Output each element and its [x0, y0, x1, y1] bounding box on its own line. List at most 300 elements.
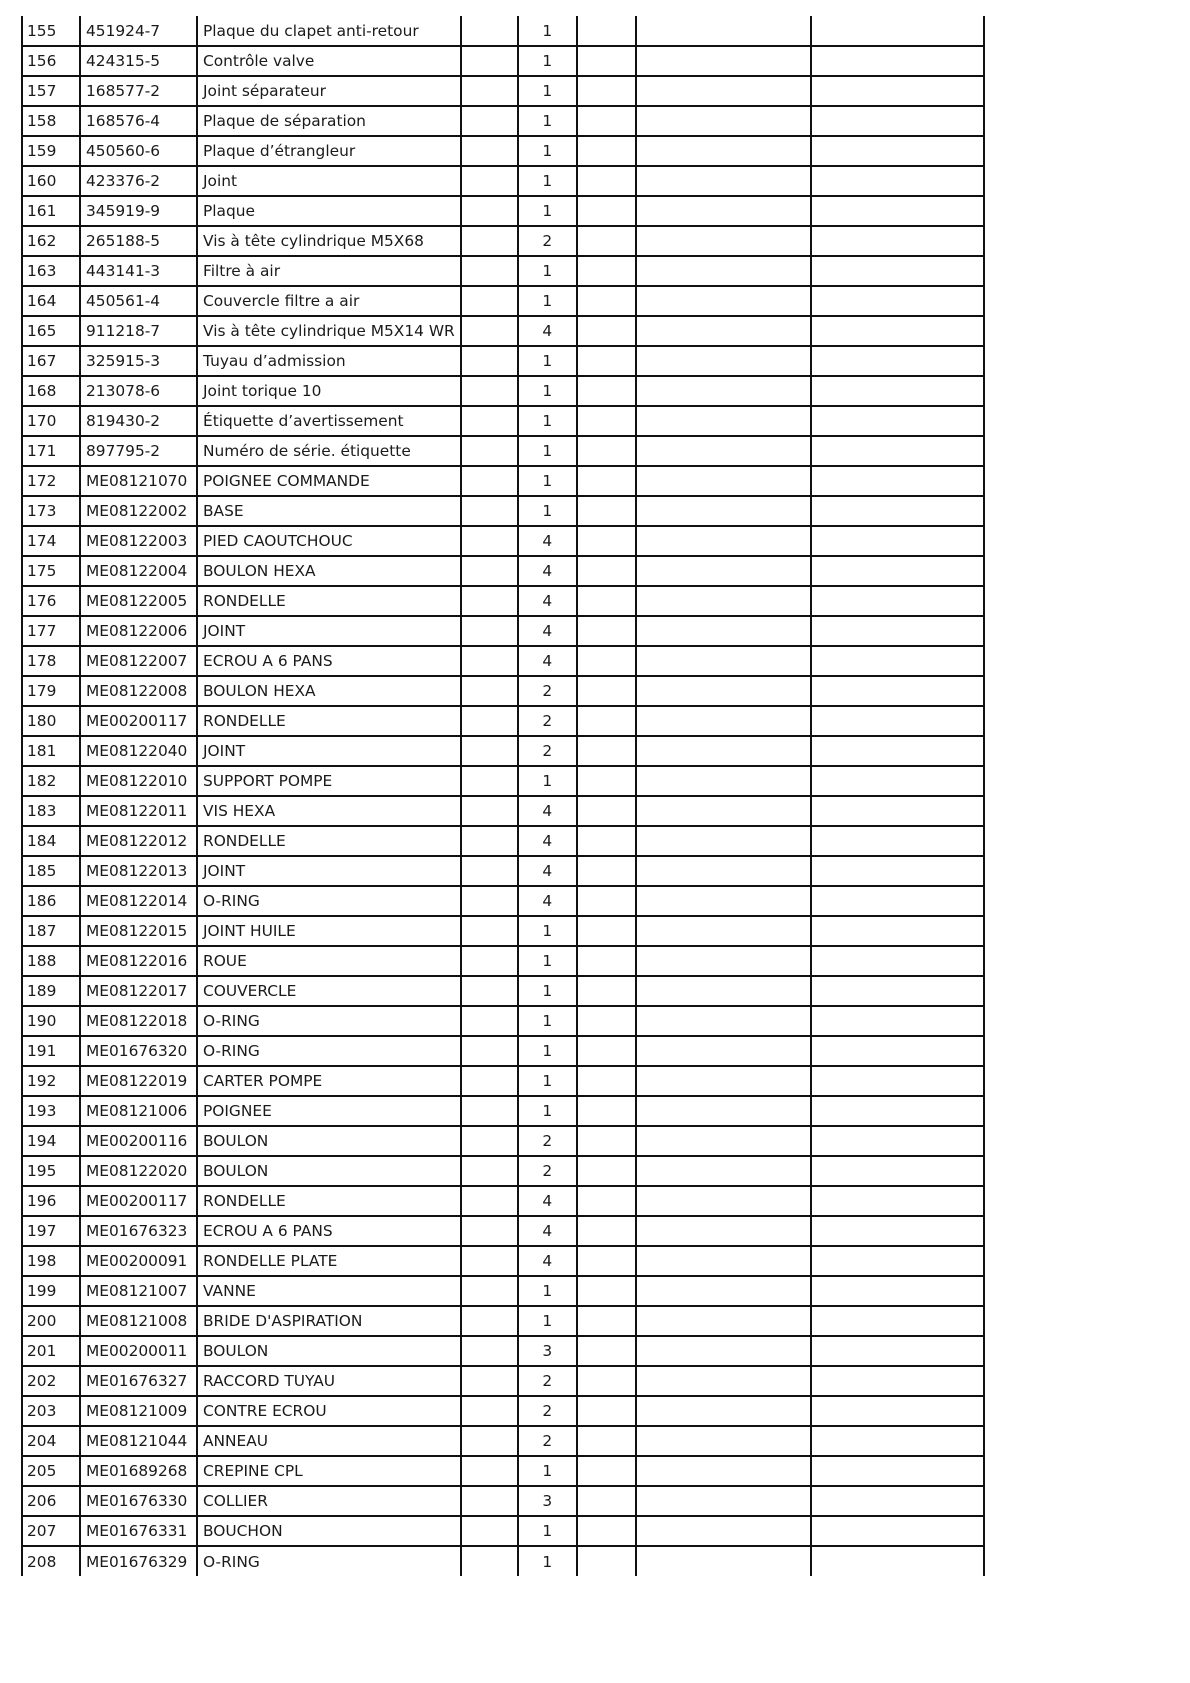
- part-number-cell: ME08122012: [80, 826, 197, 856]
- empty-cell: [461, 1216, 518, 1246]
- table-row: [22, 1006, 984, 1036]
- empty-cell: [461, 466, 518, 496]
- empty-cell: [577, 586, 636, 616]
- table-row: [22, 826, 984, 856]
- quantity-cell: 1: [518, 1456, 577, 1486]
- empty-cell: [461, 1306, 518, 1336]
- empty-cell: [577, 1366, 636, 1396]
- part-number-cell: 443141-3: [80, 256, 197, 286]
- description-cell: RACCORD TUYAU: [197, 1366, 461, 1396]
- item-number-cell: 194: [22, 1126, 80, 1156]
- part-number-cell: ME01689268: [80, 1456, 197, 1486]
- table-row: [22, 46, 984, 76]
- table-row: [22, 76, 984, 106]
- item-number-cell: 175: [22, 556, 80, 586]
- description-cell: VANNE: [197, 1276, 461, 1306]
- item-number-cell: 195: [22, 1156, 80, 1186]
- part-number-cell: ME01676327: [80, 1366, 197, 1396]
- empty-cell: [811, 496, 984, 526]
- item-number-cell: 186: [22, 886, 80, 916]
- empty-cell: [461, 1456, 518, 1486]
- empty-cell: [461, 286, 518, 316]
- empty-cell: [636, 76, 811, 106]
- empty-cell: [636, 556, 811, 586]
- empty-cell: [461, 1186, 518, 1216]
- description-cell: JOINT: [197, 856, 461, 886]
- empty-cell: [811, 106, 984, 136]
- empty-cell: [811, 406, 984, 436]
- description-cell: Joint: [197, 166, 461, 196]
- quantity-cell: 2: [518, 1426, 577, 1456]
- empty-cell: [461, 406, 518, 436]
- quantity-cell: 2: [518, 736, 577, 766]
- quantity-cell: 1: [518, 346, 577, 376]
- item-number-cell: 160: [22, 166, 80, 196]
- empty-cell: [811, 826, 984, 856]
- empty-cell: [577, 526, 636, 556]
- item-number-cell: 170: [22, 406, 80, 436]
- empty-cell: [461, 1246, 518, 1276]
- description-cell: Joint torique 10: [197, 376, 461, 406]
- description-cell: JOINT HUILE: [197, 916, 461, 946]
- item-number-cell: 188: [22, 946, 80, 976]
- quantity-cell: 1: [518, 256, 577, 286]
- item-number-cell: 208: [22, 1546, 80, 1576]
- description-cell: BOULON: [197, 1336, 461, 1366]
- description-cell: BOUCHON: [197, 1516, 461, 1546]
- part-number-cell: 265188-5: [80, 226, 197, 256]
- quantity-cell: 1: [518, 766, 577, 796]
- part-number-cell: ME08122016: [80, 946, 197, 976]
- part-number-cell: ME00200117: [80, 1186, 197, 1216]
- table-row: [22, 1216, 984, 1246]
- empty-cell: [577, 736, 636, 766]
- part-number-cell: ME01676329: [80, 1546, 197, 1576]
- empty-cell: [811, 766, 984, 796]
- empty-cell: [811, 256, 984, 286]
- item-number-cell: 177: [22, 616, 80, 646]
- empty-cell: [461, 1486, 518, 1516]
- part-number-cell: ME08122018: [80, 1006, 197, 1036]
- empty-cell: [577, 706, 636, 736]
- part-number-cell: ME00200011: [80, 1336, 197, 1366]
- quantity-cell: 4: [518, 316, 577, 346]
- description-cell: ROUE: [197, 946, 461, 976]
- empty-cell: [461, 586, 518, 616]
- empty-cell: [636, 1426, 811, 1456]
- description-cell: BOULON HEXA: [197, 676, 461, 706]
- table-row: [22, 646, 984, 676]
- description-cell: RONDELLE: [197, 1186, 461, 1216]
- empty-cell: [636, 46, 811, 76]
- empty-cell: [577, 1276, 636, 1306]
- empty-cell: [577, 946, 636, 976]
- table-row: [22, 1366, 984, 1396]
- table-row: [22, 1426, 984, 1456]
- part-number-cell: ME08122010: [80, 766, 197, 796]
- empty-cell: [461, 826, 518, 856]
- empty-cell: [577, 196, 636, 226]
- empty-cell: [461, 1366, 518, 1396]
- description-cell: Plaque du clapet anti-retour: [197, 16, 461, 46]
- description-cell: O-RING: [197, 1036, 461, 1066]
- empty-cell: [577, 1546, 636, 1576]
- empty-cell: [811, 286, 984, 316]
- item-number-cell: 202: [22, 1366, 80, 1396]
- quantity-cell: 1: [518, 946, 577, 976]
- empty-cell: [636, 466, 811, 496]
- item-number-cell: 165: [22, 316, 80, 346]
- empty-cell: [811, 466, 984, 496]
- description-cell: CONTRE ECROU: [197, 1396, 461, 1426]
- part-number-cell: ME08121070: [80, 466, 197, 496]
- description-cell: O-RING: [197, 1006, 461, 1036]
- part-number-cell: ME00200091: [80, 1246, 197, 1276]
- quantity-cell: 2: [518, 1156, 577, 1186]
- part-number-cell: 423376-2: [80, 166, 197, 196]
- description-cell: BOULON HEXA: [197, 556, 461, 586]
- quantity-cell: 1: [518, 1276, 577, 1306]
- empty-cell: [636, 586, 811, 616]
- empty-cell: [461, 136, 518, 166]
- quantity-cell: 4: [518, 856, 577, 886]
- empty-cell: [636, 646, 811, 676]
- empty-cell: [811, 556, 984, 586]
- empty-cell: [811, 196, 984, 226]
- description-cell: Étiquette d’avertissement: [197, 406, 461, 436]
- empty-cell: [577, 286, 636, 316]
- empty-cell: [636, 226, 811, 256]
- empty-cell: [636, 1066, 811, 1096]
- empty-cell: [811, 796, 984, 826]
- empty-cell: [636, 1486, 811, 1516]
- empty-cell: [577, 16, 636, 46]
- item-number-cell: 178: [22, 646, 80, 676]
- item-number-cell: 182: [22, 766, 80, 796]
- empty-cell: [811, 346, 984, 376]
- quantity-cell: 2: [518, 676, 577, 706]
- empty-cell: [636, 166, 811, 196]
- part-number-cell: ME08121007: [80, 1276, 197, 1306]
- table-row: [22, 436, 984, 466]
- empty-cell: [577, 466, 636, 496]
- empty-cell: [577, 1426, 636, 1456]
- quantity-cell: 1: [518, 196, 577, 226]
- description-cell: Couvercle filtre a air: [197, 286, 461, 316]
- part-number-cell: ME08122003: [80, 526, 197, 556]
- empty-cell: [811, 1516, 984, 1546]
- part-number-cell: 168576-4: [80, 106, 197, 136]
- empty-cell: [636, 1216, 811, 1246]
- empty-cell: [577, 1486, 636, 1516]
- empty-cell: [636, 886, 811, 916]
- description-cell: COLLIER: [197, 1486, 461, 1516]
- description-cell: RONDELLE: [197, 586, 461, 616]
- empty-cell: [577, 76, 636, 106]
- table-row: [22, 406, 984, 436]
- empty-cell: [577, 976, 636, 1006]
- empty-cell: [461, 916, 518, 946]
- table-row: [22, 1336, 984, 1366]
- quantity-cell: 1: [518, 496, 577, 526]
- quantity-cell: 1: [518, 1516, 577, 1546]
- empty-cell: [461, 796, 518, 826]
- part-number-cell: ME08122015: [80, 916, 197, 946]
- table-row: [22, 1456, 984, 1486]
- empty-cell: [577, 1096, 636, 1126]
- table-row: [22, 286, 984, 316]
- table-row: [22, 886, 984, 916]
- table-row: [22, 346, 984, 376]
- empty-cell: [461, 1156, 518, 1186]
- empty-cell: [577, 916, 636, 946]
- empty-cell: [811, 976, 984, 1006]
- part-number-cell: ME08122020: [80, 1156, 197, 1186]
- table-row: [22, 466, 984, 496]
- item-number-cell: 179: [22, 676, 80, 706]
- item-number-cell: 174: [22, 526, 80, 556]
- table-row: [22, 1306, 984, 1336]
- empty-cell: [577, 1156, 636, 1186]
- quantity-cell: 1: [518, 1006, 577, 1036]
- empty-cell: [811, 1126, 984, 1156]
- quantity-cell: 1: [518, 16, 577, 46]
- empty-cell: [811, 436, 984, 466]
- description-cell: BASE: [197, 496, 461, 526]
- table-row: [22, 526, 984, 556]
- empty-cell: [636, 196, 811, 226]
- empty-cell: [636, 1006, 811, 1036]
- empty-cell: [461, 1546, 518, 1576]
- quantity-cell: 1: [518, 1036, 577, 1066]
- empty-cell: [636, 1366, 811, 1396]
- part-number-cell: ME08121008: [80, 1306, 197, 1336]
- description-cell: O-RING: [197, 1546, 461, 1576]
- description-cell: JOINT: [197, 616, 461, 646]
- description-cell: ECROU A 6 PANS: [197, 1216, 461, 1246]
- empty-cell: [636, 346, 811, 376]
- table-row: [22, 766, 984, 796]
- part-number-cell: 450561-4: [80, 286, 197, 316]
- table-row: [22, 676, 984, 706]
- empty-cell: [461, 1036, 518, 1066]
- quantity-cell: 1: [518, 166, 577, 196]
- empty-cell: [636, 1096, 811, 1126]
- part-number-cell: ME08122004: [80, 556, 197, 586]
- empty-cell: [636, 616, 811, 646]
- quantity-cell: 1: [518, 286, 577, 316]
- empty-cell: [811, 76, 984, 106]
- description-cell: POIGNEE COMMANDE: [197, 466, 461, 496]
- table-row: [22, 556, 984, 586]
- quantity-cell: 4: [518, 826, 577, 856]
- item-number-cell: 204: [22, 1426, 80, 1456]
- empty-cell: [636, 1336, 811, 1366]
- quantity-cell: 4: [518, 796, 577, 826]
- empty-cell: [577, 1186, 636, 1216]
- empty-cell: [577, 436, 636, 466]
- part-number-cell: ME01676330: [80, 1486, 197, 1516]
- table-row: [22, 226, 984, 256]
- empty-cell: [461, 76, 518, 106]
- quantity-cell: 4: [518, 616, 577, 646]
- table-row: [22, 1516, 984, 1546]
- part-number-cell: ME00200116: [80, 1126, 197, 1156]
- empty-cell: [636, 436, 811, 466]
- description-cell: Vis à tête cylindrique M5X68: [197, 226, 461, 256]
- table-row: [22, 916, 984, 946]
- empty-cell: [577, 826, 636, 856]
- empty-cell: [811, 136, 984, 166]
- part-number-cell: 168577-2: [80, 76, 197, 106]
- part-number-cell: ME08121009: [80, 1396, 197, 1426]
- part-number-cell: 424315-5: [80, 46, 197, 76]
- empty-cell: [811, 1396, 984, 1426]
- table-row: [22, 256, 984, 286]
- part-number-cell: ME08122019: [80, 1066, 197, 1096]
- part-number-cell: ME01676331: [80, 1516, 197, 1546]
- empty-cell: [461, 1096, 518, 1126]
- empty-cell: [577, 1246, 636, 1276]
- empty-cell: [636, 736, 811, 766]
- empty-cell: [636, 1306, 811, 1336]
- empty-cell: [811, 226, 984, 256]
- part-number-cell: ME08122040: [80, 736, 197, 766]
- item-number-cell: 197: [22, 1216, 80, 1246]
- part-number-cell: ME08122011: [80, 796, 197, 826]
- description-cell: RONDELLE: [197, 706, 461, 736]
- empty-cell: [577, 106, 636, 136]
- empty-cell: [577, 1126, 636, 1156]
- empty-cell: [811, 676, 984, 706]
- part-number-cell: ME08122008: [80, 676, 197, 706]
- part-number-cell: 897795-2: [80, 436, 197, 466]
- empty-cell: [577, 1396, 636, 1426]
- empty-cell: [577, 256, 636, 286]
- description-cell: RONDELLE: [197, 826, 461, 856]
- part-number-cell: ME01676320: [80, 1036, 197, 1066]
- parts-table-body: [22, 16, 984, 1576]
- part-number-cell: ME00200117: [80, 706, 197, 736]
- item-number-cell: 199: [22, 1276, 80, 1306]
- item-number-cell: 164: [22, 286, 80, 316]
- empty-cell: [636, 1126, 811, 1156]
- part-number-cell: ME08121006: [80, 1096, 197, 1126]
- item-number-cell: 168: [22, 376, 80, 406]
- empty-cell: [577, 346, 636, 376]
- empty-cell: [636, 286, 811, 316]
- quantity-cell: 1: [518, 1096, 577, 1126]
- empty-cell: [461, 886, 518, 916]
- empty-cell: [811, 1096, 984, 1126]
- table-row: [22, 1126, 984, 1156]
- quantity-cell: 1: [518, 916, 577, 946]
- item-number-cell: 200: [22, 1306, 80, 1336]
- table-row: [22, 1096, 984, 1126]
- empty-cell: [577, 1216, 636, 1246]
- empty-cell: [461, 856, 518, 886]
- empty-cell: [461, 226, 518, 256]
- empty-cell: [461, 196, 518, 226]
- quantity-cell: 1: [518, 466, 577, 496]
- item-number-cell: 157: [22, 76, 80, 106]
- empty-cell: [461, 436, 518, 466]
- empty-cell: [461, 706, 518, 736]
- table-row: [22, 736, 984, 766]
- quantity-cell: 4: [518, 586, 577, 616]
- item-number-cell: 206: [22, 1486, 80, 1516]
- empty-cell: [577, 136, 636, 166]
- quantity-cell: 4: [518, 646, 577, 676]
- table-row: [22, 976, 984, 1006]
- empty-cell: [811, 586, 984, 616]
- quantity-cell: 1: [518, 1306, 577, 1336]
- item-number-cell: 184: [22, 826, 80, 856]
- empty-cell: [636, 526, 811, 556]
- empty-cell: [636, 16, 811, 46]
- empty-cell: [811, 166, 984, 196]
- empty-cell: [577, 1066, 636, 1096]
- item-number-cell: 192: [22, 1066, 80, 1096]
- description-cell: Plaque: [197, 196, 461, 226]
- description-cell: Plaque de séparation: [197, 106, 461, 136]
- item-number-cell: 191: [22, 1036, 80, 1066]
- empty-cell: [461, 1066, 518, 1096]
- quantity-cell: 4: [518, 1216, 577, 1246]
- item-number-cell: 193: [22, 1096, 80, 1126]
- empty-cell: [577, 796, 636, 826]
- empty-cell: [461, 16, 518, 46]
- table-row: [22, 586, 984, 616]
- empty-cell: [636, 316, 811, 346]
- empty-cell: [461, 1006, 518, 1036]
- empty-cell: [461, 346, 518, 376]
- part-number-cell: ME08122014: [80, 886, 197, 916]
- description-cell: BOULON: [197, 1126, 461, 1156]
- quantity-cell: 2: [518, 1366, 577, 1396]
- part-number-cell: ME08122013: [80, 856, 197, 886]
- empty-cell: [636, 1396, 811, 1426]
- item-number-cell: 183: [22, 796, 80, 826]
- item-number-cell: 203: [22, 1396, 80, 1426]
- quantity-cell: 1: [518, 106, 577, 136]
- quantity-cell: 2: [518, 706, 577, 736]
- item-number-cell: 189: [22, 976, 80, 1006]
- table-row: [22, 946, 984, 976]
- empty-cell: [811, 1186, 984, 1216]
- description-cell: JOINT: [197, 736, 461, 766]
- item-number-cell: 205: [22, 1456, 80, 1486]
- item-number-cell: 161: [22, 196, 80, 226]
- item-number-cell: 181: [22, 736, 80, 766]
- empty-cell: [811, 706, 984, 736]
- table-row: [22, 376, 984, 406]
- empty-cell: [577, 556, 636, 586]
- empty-cell: [811, 1066, 984, 1096]
- empty-cell: [636, 1246, 811, 1276]
- empty-cell: [811, 1336, 984, 1366]
- quantity-cell: 4: [518, 526, 577, 556]
- table-row: [22, 1486, 984, 1516]
- empty-cell: [577, 856, 636, 886]
- description-cell: BOULON: [197, 1156, 461, 1186]
- empty-cell: [577, 376, 636, 406]
- table-row: [22, 1396, 984, 1426]
- table-row: [22, 16, 984, 46]
- empty-cell: [636, 1546, 811, 1576]
- empty-cell: [811, 1306, 984, 1336]
- empty-cell: [461, 646, 518, 676]
